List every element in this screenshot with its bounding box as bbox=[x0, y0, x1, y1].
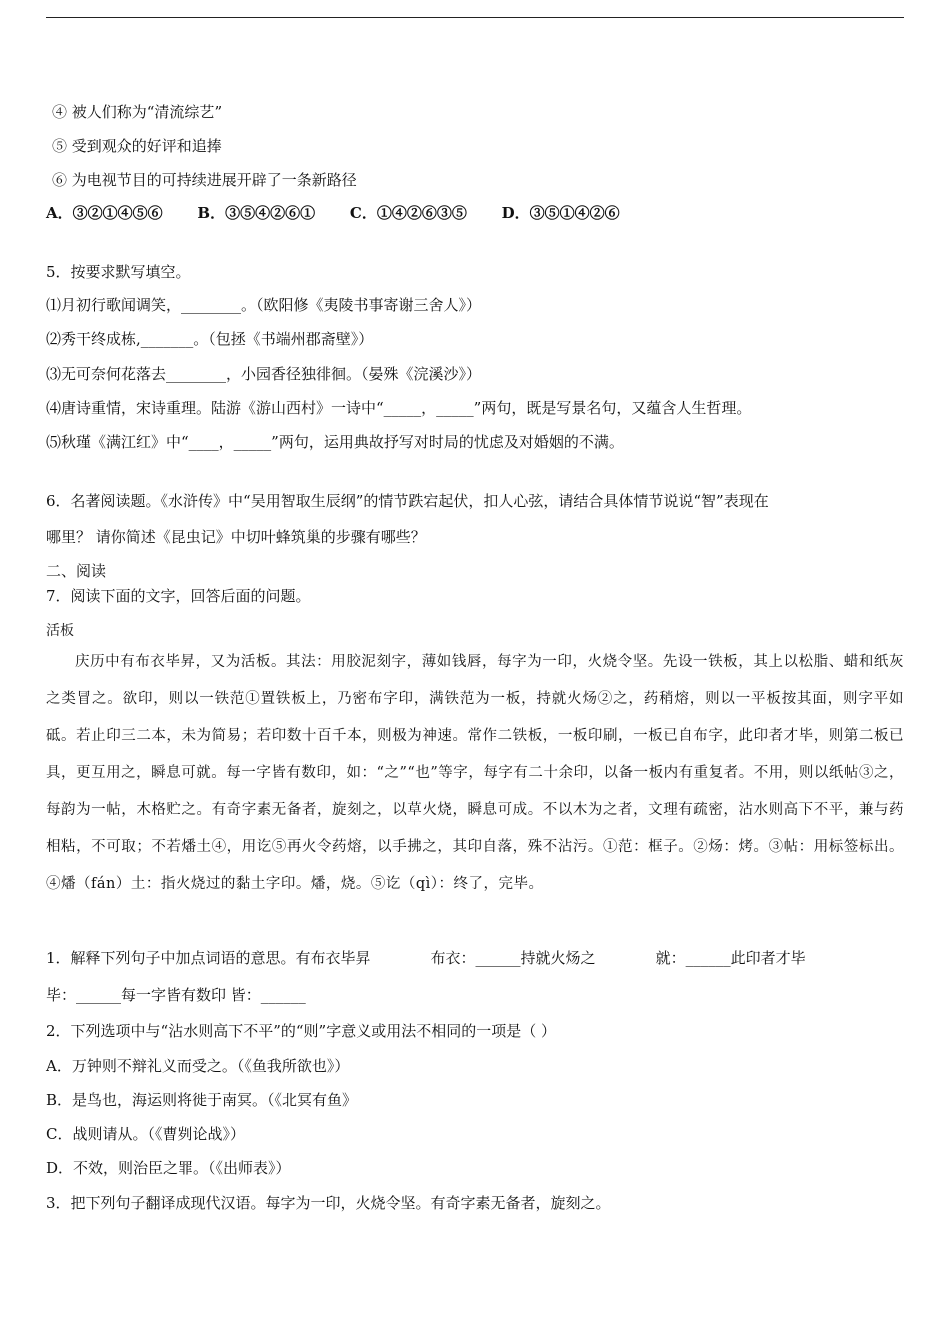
q7-sub2-option-c: C．战则请从。（《曹刿论战》） bbox=[46, 1125, 245, 1143]
top-rule bbox=[46, 17, 904, 18]
q4-item-6: ⑥ 为电视节目的可持续进展开辟了一条新路径 bbox=[52, 171, 357, 189]
q5-line-2: ⑵秀干终成栋,_______。（包拯《书端州郡斋壁》） bbox=[46, 330, 374, 348]
q7-sub2-option-b: B．是鸟也，海运则将徙于南冥。（《北冥有鱼》 bbox=[46, 1091, 358, 1109]
q7-sub1-part-d: 毕：______每一字皆有数印 皆：______ bbox=[46, 986, 306, 1004]
section-reading-heading: 二、阅读 bbox=[46, 562, 107, 580]
q5-line-3: ⑶无可奈何花落去________，小园香径独徘徊。（晏殊《浣溪沙》） bbox=[46, 365, 482, 383]
q4-options bbox=[46, 203, 650, 223]
q6-line-2: 哪里？ 请你简述《昆虫记》中切叶蜂筑巢的步骤有哪些？ bbox=[46, 528, 426, 546]
q4-option-b: B．③⑤④②⑥① bbox=[197, 204, 316, 222]
q4-item-5: ⑤ 受到观众的好评和追捧 bbox=[52, 137, 222, 155]
q7-sub2-option-a: A．万钟则不辩礼义而受之。（《鱼我所欲也》） bbox=[46, 1057, 350, 1075]
q7-sub1-row bbox=[46, 948, 806, 968]
q7-sub1-part-c: 就：______此印者才毕 bbox=[655, 949, 806, 967]
q7-sub1-part-b: 布衣：______持就火炀之 bbox=[430, 949, 596, 967]
q4-option-c: C．①④②⑥③⑤ bbox=[349, 204, 467, 222]
passage-title: 活板 bbox=[46, 623, 74, 639]
q7-title: 7．阅读下面的文字，回答后面的问题。 bbox=[46, 587, 311, 605]
q5-line-4: ⑷唐诗重情，宋诗重理。陆游《游山西村》一诗中“_____，_____”两句，既是写景名句，又蕴含人生哲理。 bbox=[46, 399, 752, 417]
passage-text: 庆历中有布衣毕昇，又为活板。其法：用胶泥刻字，薄如钱唇，每字为一印，火烧令坚。先设一铁板，其上以松脂、蜡和纸灰之类冒之。欲印，则以一铁范①置铁板上，乃密布字印，满铁范为一板，持就火炀②之，药稍熔，则以一平板按其面，则字平如砥。若止印三二本，未为简易；若印数十百千本，则极为神速。常作二铁板，一板印刷，一板已自布字，此印者才毕，则第二板已具，更互用之，瞬息可就。每一字皆有数印，如：“之”“也”等字，每字有二十余印，以备一板内有重复者。不用，则以纸帖③之，每韵为一帖，木格贮之。有奇字素无备者，旋刻之，以草火烧，瞬息可成。不以木为之者，文理有疏密，沾水则高下不平，兼与药相粘，不可取；不若燔土④，用讫⑤再火令药熔，以手拂之，其印自落，殊不沾污。①范：框子。②炀：烤。③帖：用标签标出。④燔（fán）土：指火烧过的黏土字印。燔，烧。⑤讫（qì）：终了，完毕。 bbox=[46, 654, 904, 892]
q5-line-1: ⑴月初行歌闻调笑，________。（欧阳修《夷陵书事寄谢三舍人》） bbox=[46, 296, 482, 314]
q7-sub2-option-d: D．不效，则治臣之罪。（《出师表》） bbox=[46, 1159, 291, 1177]
q7-sub2: 2．下列选项中与“沾水则高下不平”的“则”字意义或用法不相同的一项是（ ） bbox=[46, 1022, 556, 1040]
q4-option-a: A．③②①④⑤⑥ bbox=[46, 204, 163, 222]
q7-sub3: 3．把下列句子翻译成现代汉语。每字为一印，火烧令坚。有奇字素无备者，旋刻之。 bbox=[46, 1194, 611, 1212]
q5-title: 5．按要求默写填空。 bbox=[46, 263, 191, 281]
q5-line-5: ⑸秋瑾《满江红》中“____，_____”两句，运用典故抒写对时局的忧虑及对婚姻的不满。 bbox=[46, 433, 624, 451]
q6-line-1: 6．名著阅读题。《水浒传》中“吴用智取生辰纲”的情节跌宕起伏，扣人心弦，请结合具体情节说说“智”表现在 bbox=[46, 492, 769, 510]
passage-body bbox=[46, 644, 904, 903]
q4-item-4: ④ 被人们称为“清流综艺” bbox=[52, 103, 223, 121]
q4-option-d: D．③⑤①④②⑥ bbox=[501, 204, 620, 222]
q7-sub1-part-a: 1．解释下列句子中加点词语的意思。有布衣毕昇 bbox=[46, 949, 371, 967]
